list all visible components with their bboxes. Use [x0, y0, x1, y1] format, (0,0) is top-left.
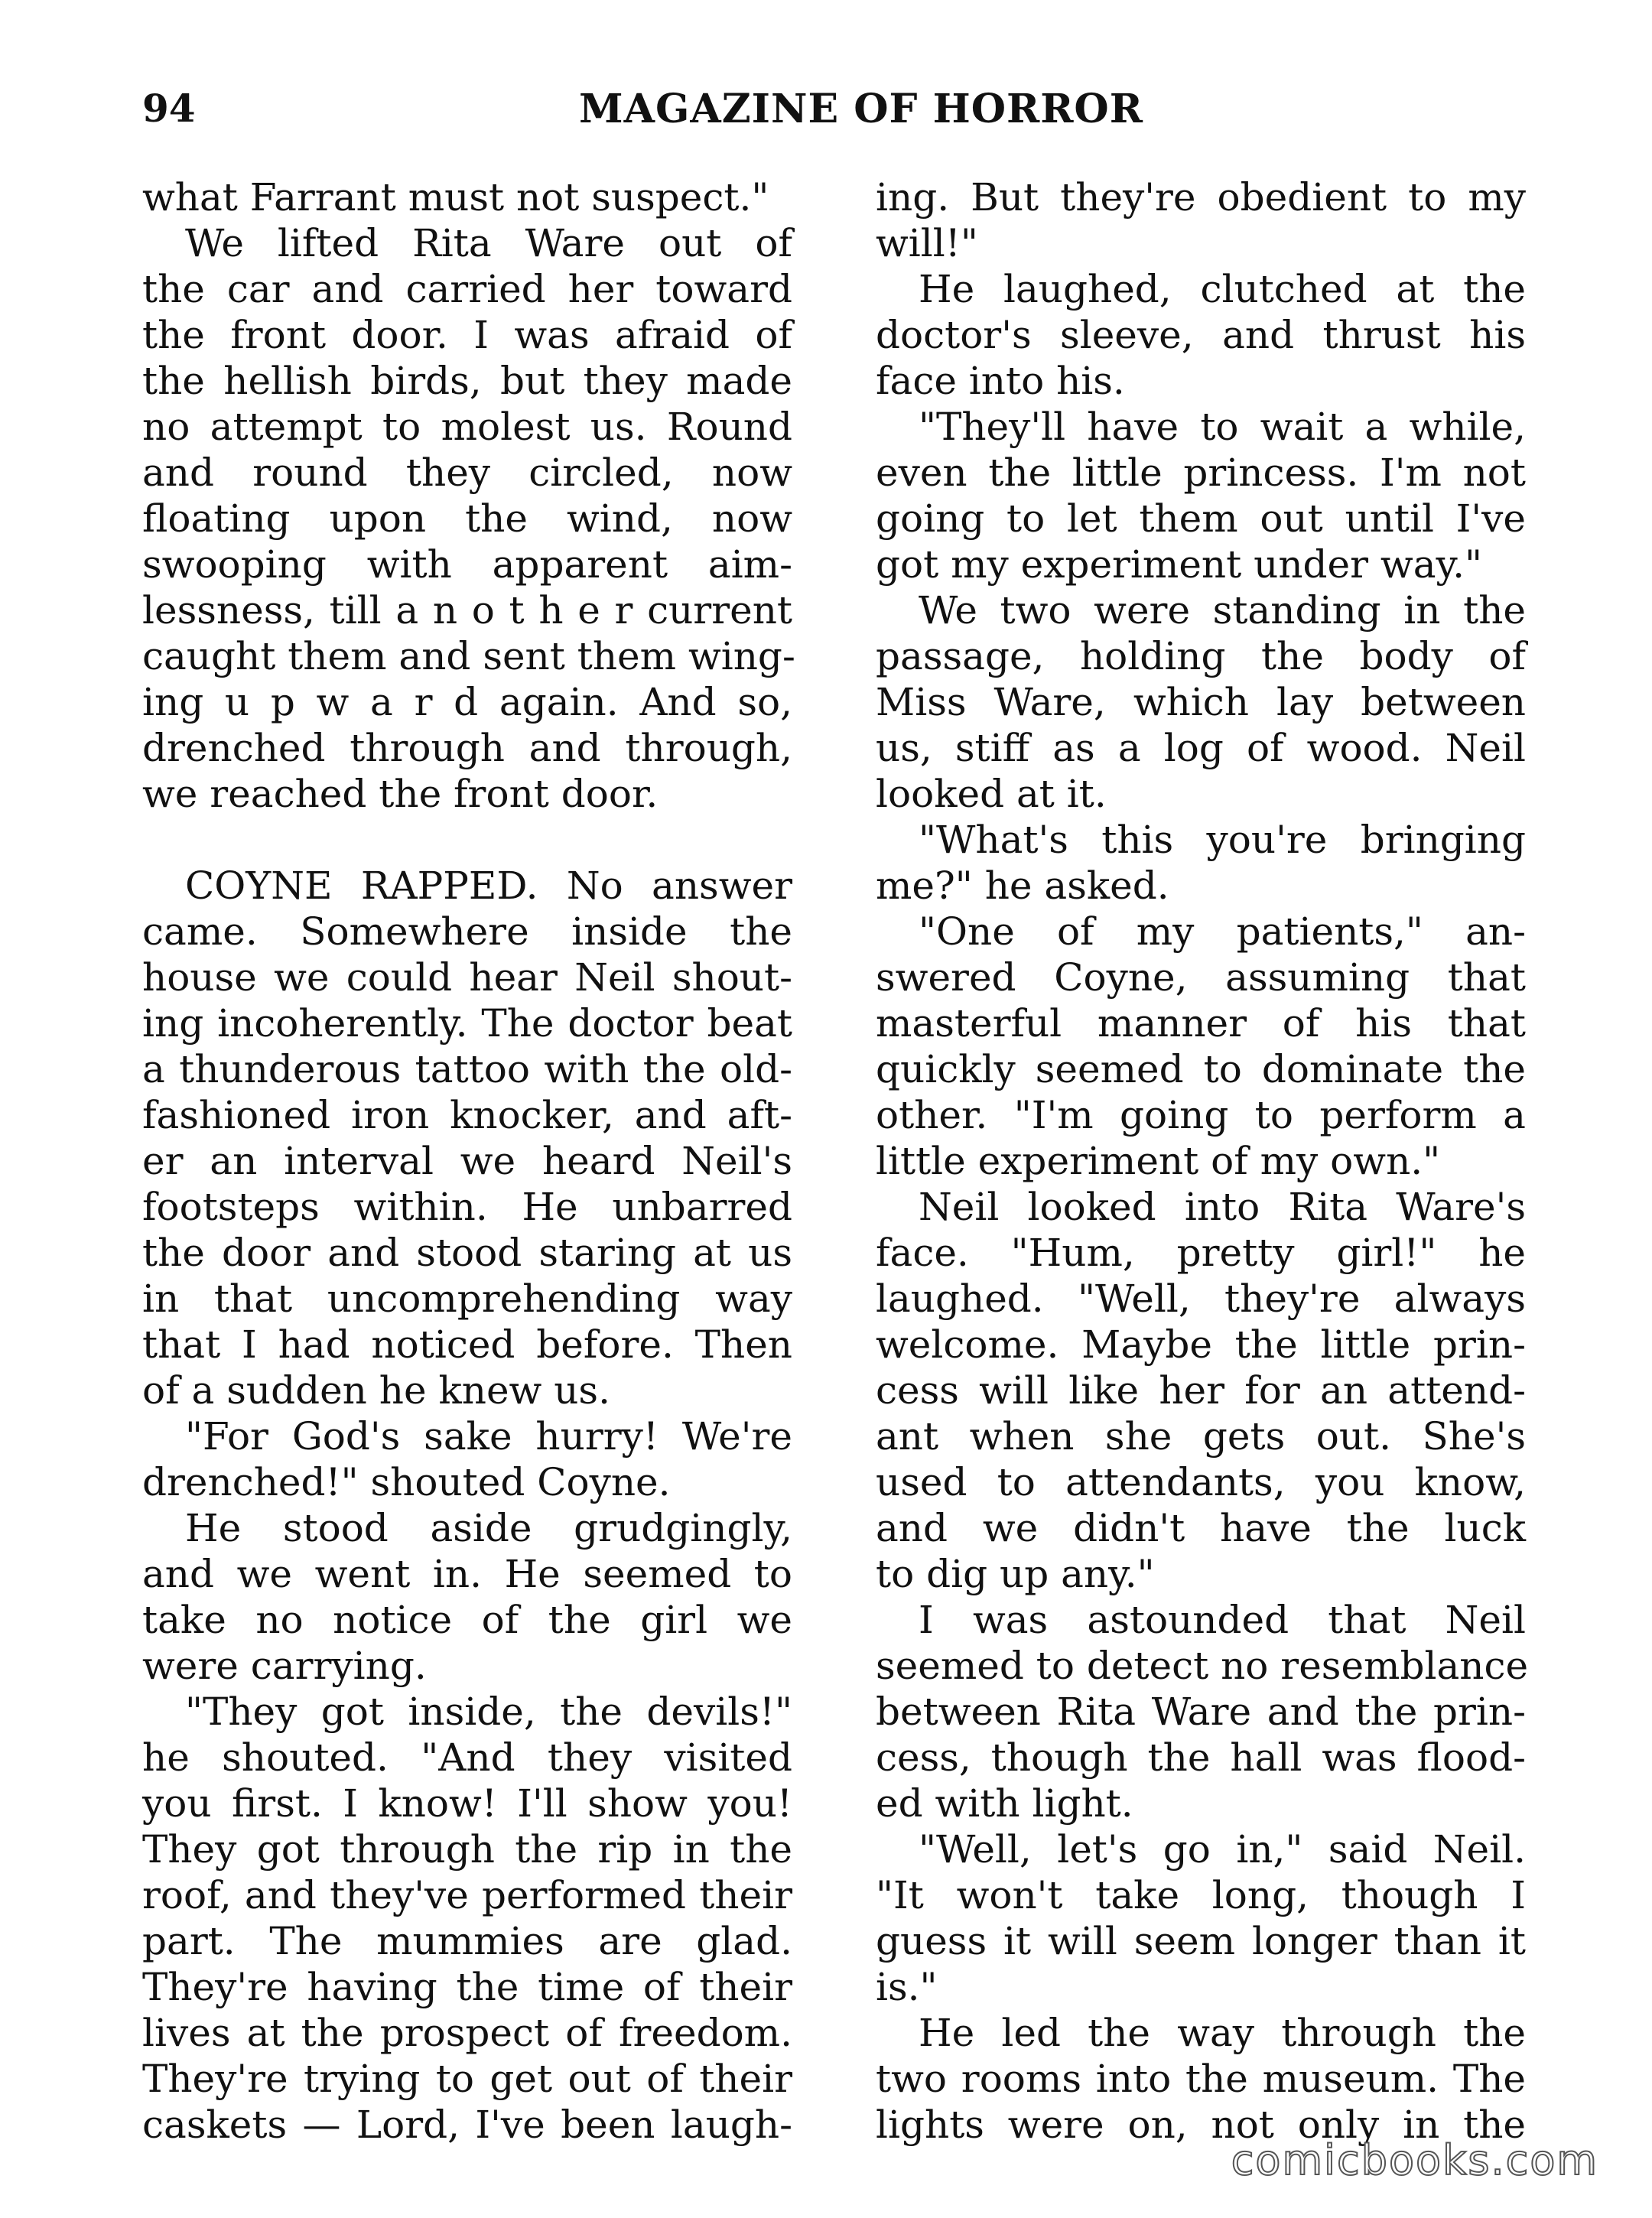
text-line: two rooms into the museum. The	[876, 2057, 1526, 2101]
text-line: COYNE RAPPED. No answer	[185, 863, 792, 908]
text-line: the door and stood staring at us	[142, 1231, 792, 1275]
text-line: part. The mummies are glad.	[142, 1919, 792, 1963]
text-line: "They'll have to wait a while,	[919, 405, 1526, 449]
text-line: face. "Hum, pretty girl!" he	[876, 1231, 1526, 1275]
text-line: floating upon the wind, now	[142, 496, 792, 541]
text-line: other. "I'm going to perform a	[876, 1093, 1526, 1137]
text-line: used to attendants, you know,	[876, 1460, 1526, 1504]
text-line: and we didn't have the luck	[876, 1506, 1526, 1550]
text-line: a thunderous tattoo with the old-	[142, 1047, 792, 1091]
text-line: footsteps within. He unbarred	[142, 1185, 792, 1229]
text-line: I was astounded that Neil	[919, 1598, 1526, 1642]
text-line: and we went in. He seemed to	[142, 1552, 792, 1596]
text-line: They're having the time of their	[142, 1965, 792, 2009]
text-line: "It won't take long, though I	[876, 1873, 1526, 1917]
text-line: house we could hear Neil shout-	[142, 955, 792, 1000]
text-line: little experiment of my own."	[876, 1139, 1441, 1183]
text-line: to dig up any."	[876, 1552, 1155, 1596]
paragraph-break	[142, 817, 792, 863]
running-head-title: MAGAZINE OF HORROR	[579, 86, 1143, 132]
text-line: of a sudden he knew us.	[142, 1368, 610, 1413]
text-line: ing incoherently. The doctor beat	[142, 1001, 792, 1046]
text-line: He stood aside grudgingly,	[185, 1506, 792, 1550]
text-line: "They got inside, the devils!"	[185, 1690, 792, 1734]
text-line: take no notice of the girl we	[142, 1598, 792, 1642]
text-line: we reached the front door.	[142, 772, 659, 816]
text-line: in that uncomprehending way	[142, 1276, 792, 1321]
text-line: you first. I know! I'll show you!	[142, 1781, 792, 1826]
text-line: laughed. "Well, they're always	[876, 1276, 1526, 1321]
text-line: between Rita Ware and the prin-	[876, 1690, 1526, 1734]
text-line: no attempt to molest us. Round	[142, 405, 792, 449]
text-line: what Farrant must not suspect."	[142, 175, 769, 220]
text-line: going to let them out until I've	[876, 496, 1526, 541]
text-line: They got through the rip in the	[142, 1827, 792, 1872]
text-line: They're trying to get out of their	[142, 2057, 792, 2101]
text-line: passage, holding the body of	[876, 634, 1526, 678]
text-line: the front door. I was afraid of	[142, 313, 792, 357]
text-line: swered Coyne, assuming that	[876, 955, 1526, 1000]
text-line: he shouted. "And they visited	[142, 1735, 792, 1780]
text-line: roof, and they've performed their	[142, 1873, 792, 1917]
text-line: and round they circled, now	[142, 450, 792, 495]
text-line: seemed to detect no resemblance	[876, 1644, 1529, 1688]
text-line: er an interval we heard Neil's	[142, 1139, 792, 1183]
text-line: Neil looked into Rita Ware's	[919, 1185, 1526, 1229]
text-line: ing. But they're obedient to my	[876, 175, 1526, 220]
text-line: swooping with apparent aim-	[142, 542, 792, 587]
text-column-right	[876, 174, 1529, 2148]
text-line: ing u p w a r d again. And so,	[142, 680, 792, 724]
text-line: cess will like her for an attend-	[876, 1368, 1526, 1413]
text-line: quickly seemed to dominate the	[876, 1047, 1526, 1091]
text-line: "One of my patients," an-	[919, 909, 1526, 954]
text-line: ant when she gets out. She's	[876, 1414, 1526, 1459]
text-line: caught them and sent them wing-	[142, 634, 795, 678]
text-line: masterful manner of his that	[876, 1001, 1526, 1046]
text-line: caskets — Lord, I've been laugh-	[142, 2103, 792, 2147]
text-line: got my experiment under way."	[876, 542, 1483, 587]
text-line: drenched through and through,	[142, 726, 792, 770]
watermark-logo: comicbooks.com	[1231, 2136, 1598, 2184]
text-line: that I had noticed before. Then	[142, 1322, 792, 1367]
text-line: doctor's sleeve, and thrust his	[876, 313, 1526, 357]
text-line: He laughed, clutched at the	[919, 267, 1526, 311]
text-column-left	[142, 174, 795, 2148]
text-line: is."	[876, 1965, 938, 2009]
text-line: the hellish birds, but they made	[142, 359, 792, 403]
text-line: guess it will seem longer than it	[876, 1919, 1526, 1963]
text-line: were carrying.	[142, 1644, 427, 1688]
page-number: 94	[142, 86, 196, 131]
text-line: cess, though the hall was flood-	[876, 1735, 1526, 1780]
text-line: will!"	[876, 221, 978, 265]
text-line: We two were standing in the	[919, 588, 1526, 633]
text-line: lessness, till a n o t h e r current	[142, 588, 792, 633]
text-line: We lifted Rita Ware out of	[185, 221, 792, 265]
text-line: "For God's sake hurry! We're	[185, 1414, 792, 1459]
text-line: Miss Ware, which lay between	[876, 680, 1526, 724]
text-line: He led the way through the	[919, 2011, 1526, 2055]
text-line: welcome. Maybe the little prin-	[876, 1322, 1526, 1367]
text-line: drenched!" shouted Coyne.	[142, 1460, 671, 1504]
text-line: looked at it.	[876, 772, 1107, 816]
text-line: me?" he asked.	[876, 863, 1169, 908]
text-line: "What's this you're bringing	[919, 818, 1526, 862]
page-header	[142, 86, 1519, 139]
text-line: lights were on, not only in the	[876, 2103, 1526, 2147]
text-line: lives at the prospect of freedom.	[142, 2011, 792, 2055]
text-line: even the little princess. I'm not	[876, 450, 1526, 495]
text-line: came. Somewhere inside the	[142, 909, 792, 954]
text-line: ed with light.	[876, 1781, 1133, 1826]
text-line: "Well, let's go in," said Neil.	[919, 1827, 1526, 1872]
text-line: face into his.	[876, 359, 1125, 403]
text-line: fashioned iron knocker, and aft-	[142, 1093, 792, 1137]
text-line: the car and carried her toward	[142, 267, 792, 311]
text-line: us, stiff as a log of wood. Neil	[876, 726, 1526, 770]
